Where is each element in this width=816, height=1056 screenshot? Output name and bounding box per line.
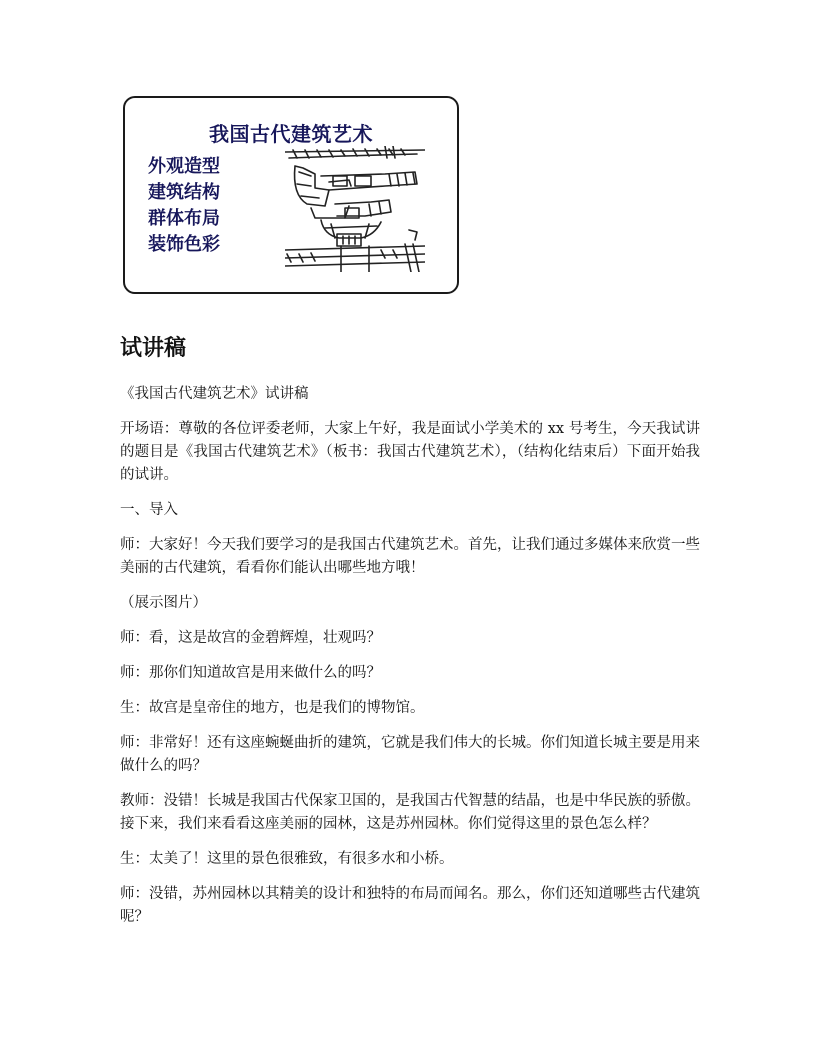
paragraph: 师：那你们知道故宫是用来做什么的吗？ [120, 665, 381, 681]
paragraph: 生：故宫是皇帝住的地方，也是我们的博物馆。 [120, 700, 425, 716]
paragraph: 教师：没错！长城是我国古代保家卫国的，是我国古代智慧的结晶，也是中华民族的骄傲。接下来，我们来看看这座美丽的园林，这是苏州园林。你们觉得这里的景色怎么样？ [120, 793, 700, 832]
paragraph: 生：太美了！这里的景色很雅致，有很多水和小桥。 [120, 851, 454, 867]
figure-title: 我国古代建筑艺术 [209, 122, 373, 146]
topic-item: 建筑结构 [148, 182, 220, 203]
bracket-set-dougong-icon [285, 146, 425, 272]
paragraph: 《我国古代建筑艺术》试讲稿 [120, 386, 309, 402]
paragraph: 一、导入 [120, 502, 178, 518]
figure-topic-list [148, 154, 220, 258]
title-figure [123, 96, 459, 294]
topic-item: 装饰色彩 [148, 234, 220, 255]
paragraph: 师：没错，苏州园林以其精美的设计和独特的布局而闻名。那么，你们还知道哪些古代建筑呢？ [120, 886, 700, 925]
paragraph: 师：看，这是故宫的金碧辉煌，壮观吗？ [120, 630, 381, 646]
topic-item: 外观造型 [148, 156, 220, 177]
paragraph: 师：大家好！今天我们要学习的是我国古代建筑艺术。首先，让我们通过多媒体来欣赏一些美丽的古代建筑，看看你们能认出哪些地方哦！ [120, 537, 700, 576]
paragraph: 师：非常好！还有这座蜿蜒曲折的建筑，它就是我们伟大的长城。你们知道长城主要是用来做什么的吗？ [120, 735, 700, 774]
page-title: 试讲稿 [120, 335, 187, 361]
paragraph: （展示图片） [120, 595, 207, 611]
topic-item: 群体布局 [148, 208, 220, 229]
document-body [120, 383, 700, 941]
paragraph: 开场语：尊敬的各位评委老师，大家上午好，我是面试小学美术的 xx 号考生，今天我试讲的题目是《我国古代建筑艺术》（板书：我国古代建筑艺术），（结构化结束后）下面开始我的试讲。 [120, 421, 700, 483]
